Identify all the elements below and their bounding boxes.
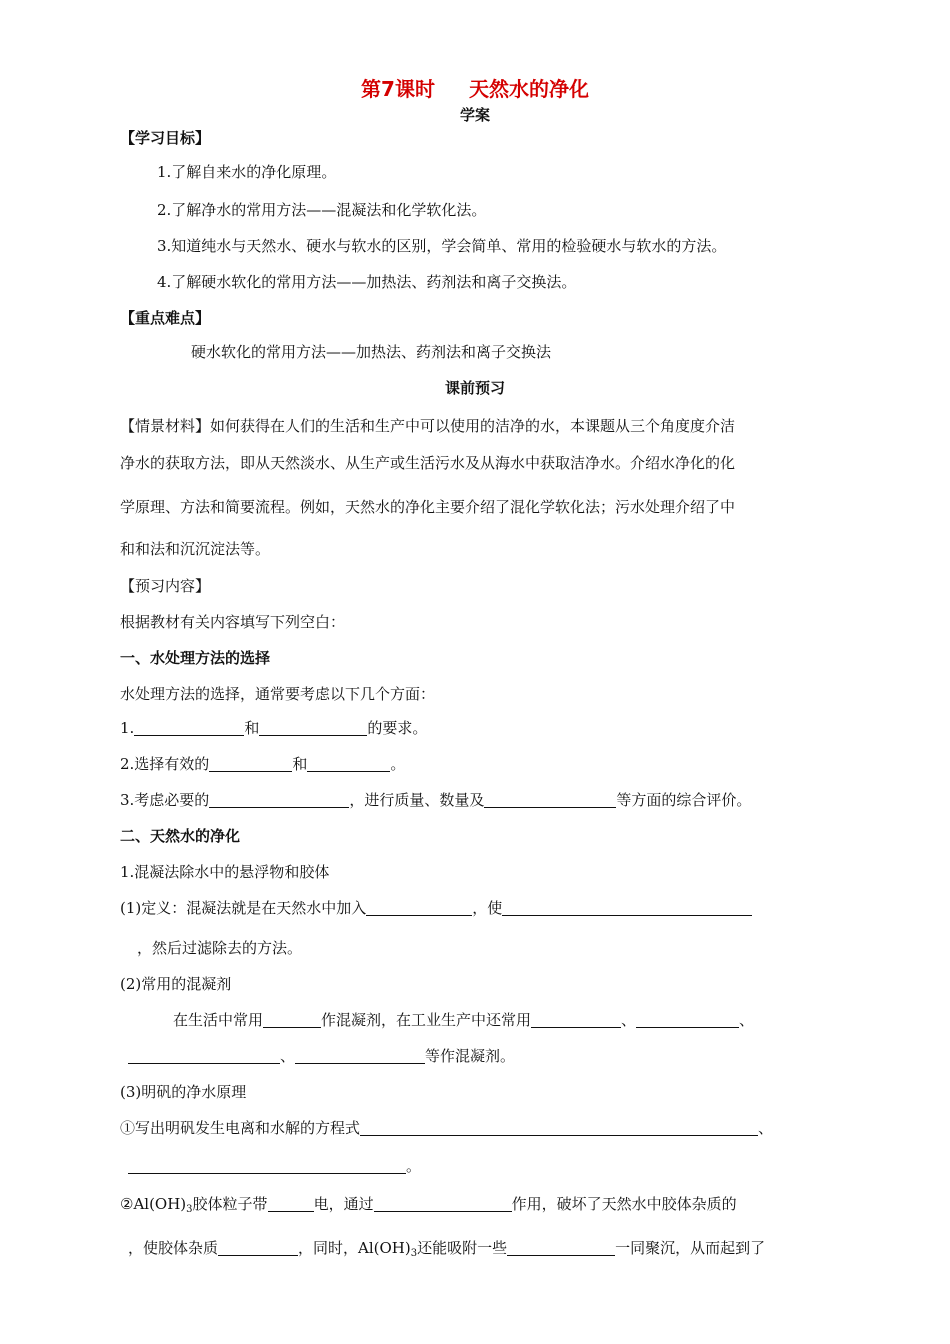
answer-blank[interactable]: [209, 791, 349, 808]
answer-blank[interactable]: [636, 1011, 739, 1028]
subsection-title: (3)明矾的净水原理: [120, 1083, 247, 1101]
section-heading: 一、水处理方法的选择: [120, 649, 271, 667]
scenario-line: 和和法和沉沉淀法等。: [120, 540, 271, 558]
scenario-line: 净水的获取方法，即从天然淡水、从生产或生活污水及从海水中获取洁净水。介绍水净化的化: [120, 454, 736, 472]
fill-line-continued: ，然后过滤除去的方法。: [137, 939, 303, 957]
answer-blank[interactable]: [366, 899, 472, 916]
fill-line: (1)定义：混凝法就是在天然水中加入 ，使: [120, 898, 752, 918]
answer-blank[interactable]: [128, 1157, 406, 1174]
answer-blank[interactable]: [531, 1011, 621, 1028]
fill-line: ，使胶体杂质 ，同时，$Al(OH)_3$还能吸附一些 一同聚沉，从而起到了: [128, 1239, 766, 1259]
lesson-topic: 天然水的净化: [468, 77, 589, 101]
preview-heading: 课前预习: [444, 379, 505, 397]
answer-blank[interactable]: [268, 1195, 314, 1212]
fill-line: 1. 和 的要求。: [120, 719, 428, 737]
objective-item: 2.了解净水的常用方法——混凝法和化学软化法。: [157, 201, 487, 219]
section-heading: 二、天然水的净化: [120, 827, 241, 845]
answer-blank[interactable]: [218, 1239, 298, 1256]
answer-blank[interactable]: [295, 1047, 425, 1064]
preview-content-heading: 【预习内容】: [120, 577, 211, 595]
fill-line: 2.选择有效的 和 。: [120, 755, 406, 773]
answer-blank[interactable]: [374, 1195, 512, 1212]
section-intro: 水处理方法的选择，通常要考虑以下几个方面：: [120, 685, 436, 703]
fill-line: ①写出明矾发生电离和水解的方程式 、: [120, 1119, 774, 1137]
lesson-number: 第7课时: [361, 77, 435, 101]
key-points-text: 硬水软化的常用方法——加热法、药剂法和离子交换法: [191, 343, 552, 361]
page-title: [0, 76, 950, 102]
fill-line: 3.考虑必要的 ，进行质量、数量及 等方面的综合评价。: [120, 791, 752, 809]
objectives-heading: 【学习目标】: [120, 129, 211, 147]
answer-blank[interactable]: [263, 1011, 321, 1028]
answer-blank[interactable]: [128, 1047, 280, 1064]
page-subtitle: 学案: [459, 106, 490, 124]
objective-item: 4.了解硬水软化的常用方法——加热法、药剂法和离子交换法。: [157, 273, 577, 291]
answer-blank[interactable]: [507, 1239, 615, 1256]
answer-blank[interactable]: [259, 719, 367, 736]
objective-item: 1.了解自来水的净化原理。: [157, 163, 337, 181]
instruction: 根据教材有关内容填写下列空白：: [120, 613, 346, 631]
scenario-line: 学原理、方法和简要流程。例如，天然水的净化主要介绍了混化学软化法；污水处理介绍了中: [120, 498, 736, 516]
answer-blank[interactable]: [307, 755, 390, 772]
answer-blank[interactable]: [360, 1119, 758, 1136]
fill-line: 、 等作混凝剂。: [128, 1046, 515, 1066]
answer-blank[interactable]: [209, 755, 292, 772]
answer-blank[interactable]: [502, 899, 752, 916]
subsection-title: (2)常用的混凝剂: [120, 975, 232, 993]
fill-line: 。: [128, 1156, 421, 1176]
fill-line: 在生活中常用 作混凝剂，在工业生产中还常用 、 、: [173, 1011, 755, 1029]
subsection-title: 1.混凝法除水中的悬浮物和胶体: [120, 863, 330, 881]
key-points-heading: 【重点难点】: [120, 309, 211, 327]
fill-line: $②Al(OH)_3$胶体粒子带 电，通过 作用，破坏了天然水中胶体杂质的: [120, 1195, 737, 1215]
answer-blank[interactable]: [134, 719, 244, 736]
objective-item: 3.知道纯水与天然水、硬水与软水的区别，学会简单、常用的检验硬水与软水的方法。: [157, 237, 727, 255]
answer-blank[interactable]: [484, 791, 616, 808]
scenario-line: 【情景材料】如何获得在人们的生活和生产中可以使用的洁净的水，本课题从三个角度度介洁: [120, 417, 736, 435]
